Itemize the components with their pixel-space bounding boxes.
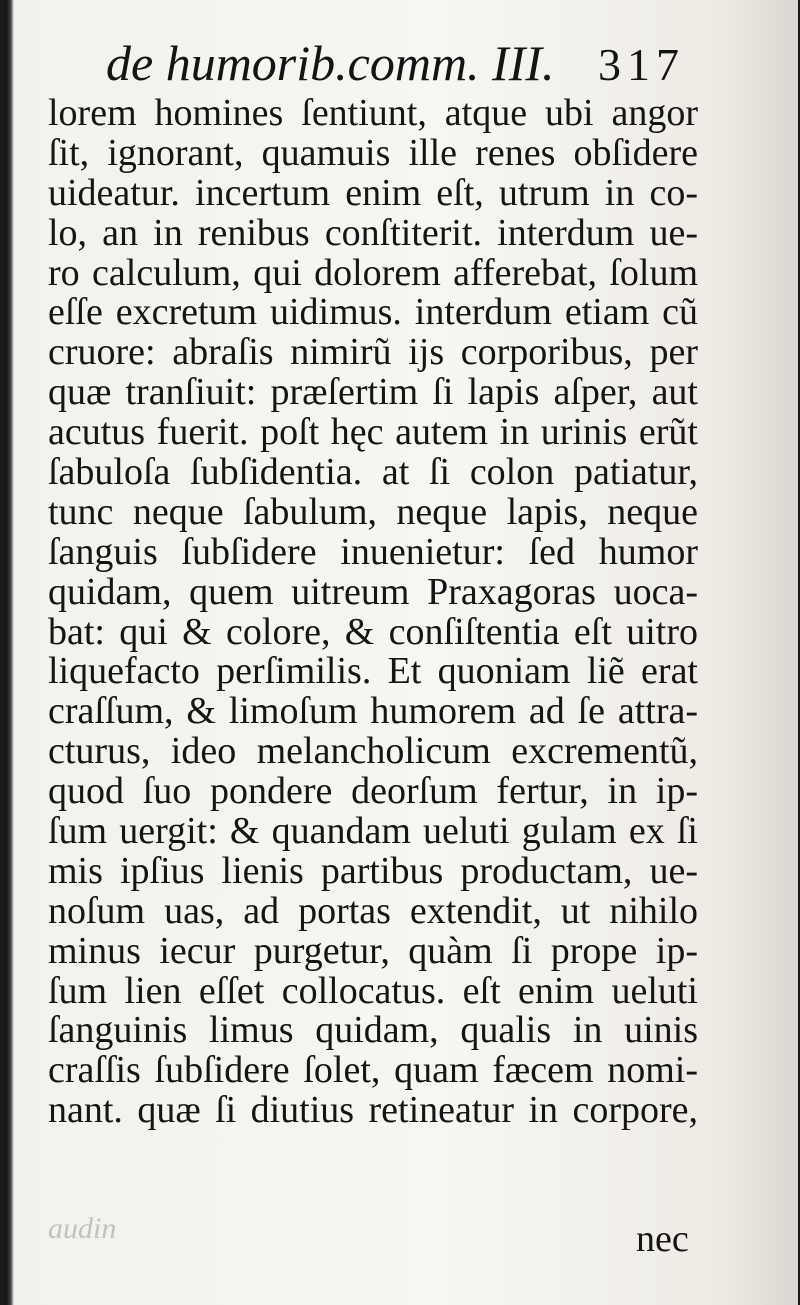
text-line: quæ tranſiuit: præſertim ſi lapis aſper, aut <box>48 371 698 414</box>
text-line: ſit, ignorant, quamuis ille renes obſidere <box>48 131 698 174</box>
text-line: ſum uergit: & quandam ueluti gulam ex ſi <box>48 810 698 853</box>
text-line: minus iecur purgetur, quàm ſi prope ip- <box>48 929 698 972</box>
page-number: 317 <box>598 39 685 90</box>
text-line: ſabuloſa ſubſidentia. at ſi colon patiatur, <box>48 451 698 494</box>
text-line: tunc neque ſabulum, neque lapis, neque <box>48 490 698 533</box>
text-line: bat: qui & colore, & conſiſtentia eſt uitro <box>48 610 698 653</box>
text-line: uideatur. incertum enim eſt, utrum in co- <box>48 171 698 214</box>
catchword: nec <box>636 1218 689 1260</box>
text-line: cruore: abraſis nimirũ ijs corporibus, per <box>48 331 698 374</box>
text-line: mis ipſius lienis partibus productam, ue- <box>48 849 698 892</box>
text-line: ro calculum, qui dolorem afferebat, ſolum <box>48 251 698 294</box>
text-line: craſſum, & limoſum humorem ad ſe attra- <box>48 690 698 733</box>
text-line: noſum uas, ad portas extendit, ut nihilo <box>48 889 698 932</box>
page-gutter-shadow <box>6 0 14 1305</box>
text-line: liquefacto perſimilis. Et quoniam liẽ erat <box>48 650 698 693</box>
text-line: eſſe excretum uidimus. interdum etiam cũ <box>48 291 698 334</box>
running-title: de humorib.comm. III. <box>106 35 555 91</box>
text-line: acutus fuerit. poſt hęc autem in urinis erũt <box>48 411 698 454</box>
text-line: ſanguis ſubſidere inuenietur: ſed humor <box>48 530 698 573</box>
text-line: lo, an in renibus conſtiterit. interdum ue- <box>48 211 698 254</box>
text-line: ſum lien eſſet collocatus. eſt enim ueluti <box>48 969 698 1012</box>
text-line: quod ſuo pondere deorſum fertur, in ip- <box>48 770 698 813</box>
body-text <box>48 94 698 1131</box>
bleed-through-text: audin <box>48 1212 117 1245</box>
text-line: lorem homines ſentiunt, atque ubi angor <box>48 92 698 134</box>
text-line: craſſis ſubſidere ſolet, quam fæcem nomi- <box>48 1049 698 1092</box>
text-line: cturus, ideo melancholicum excrementũ, <box>48 730 698 773</box>
book-page <box>6 0 798 1305</box>
text-line: quidam, quem uitreum Praxagoras uoca- <box>48 570 698 613</box>
text-line: ſanguinis limus quidam, qualis in uinis <box>48 1009 698 1052</box>
page-header <box>6 28 798 91</box>
text-line: nant. quæ ſi diutius retineatur in corpore, <box>48 1089 698 1132</box>
